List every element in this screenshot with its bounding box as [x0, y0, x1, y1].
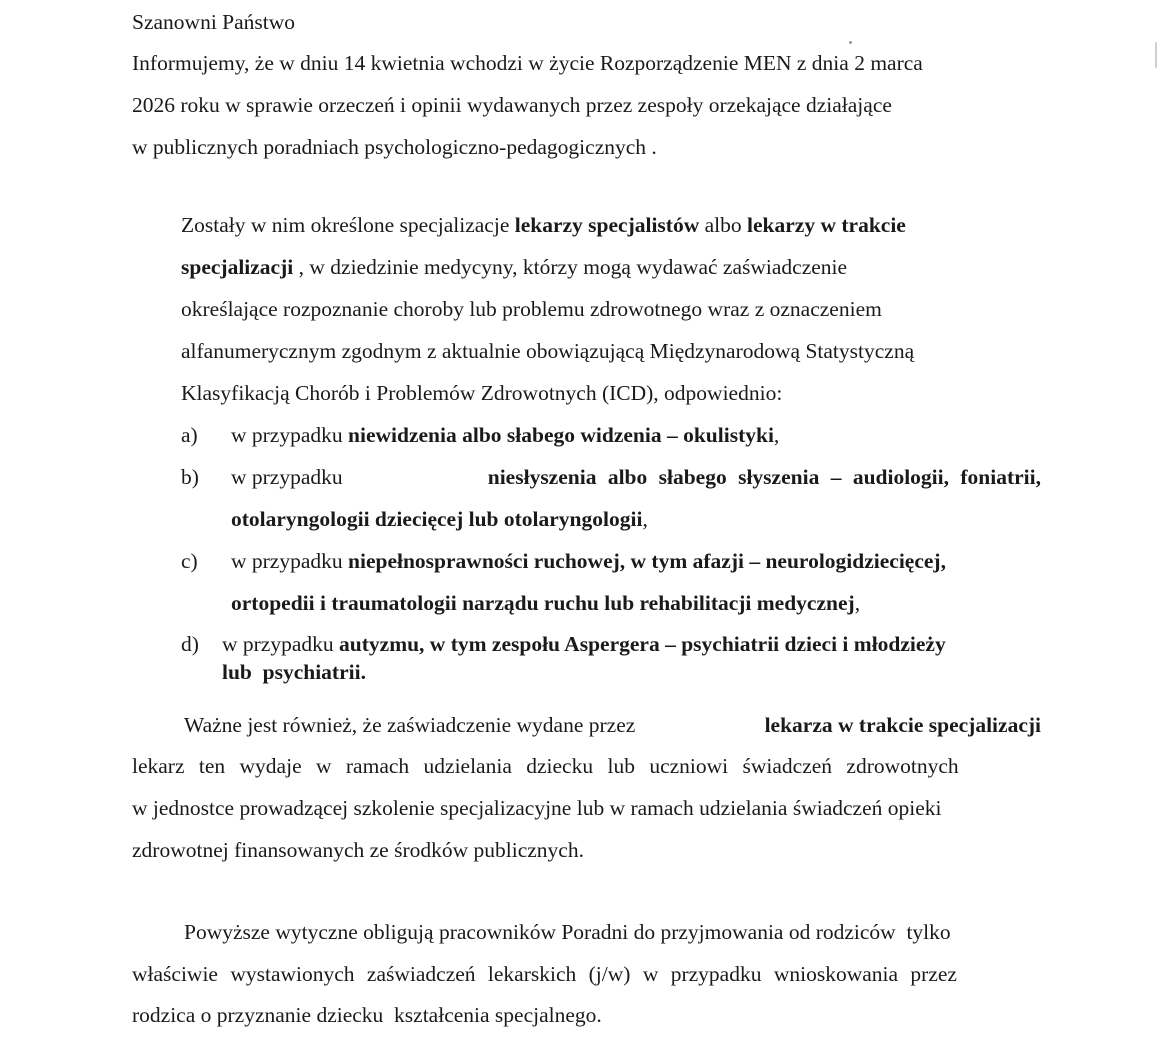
section3-line-3: rodzica o przyznanie dziecku kształcenia specjalnego. [132, 1003, 602, 1027]
section1-line-5: Klasyfikacją Chorób i Problemów Zdrowotnych (ICD), odpowiednio: [181, 381, 783, 405]
section1-line-3: określające rozpoznanie choroby lub problemu zdrowotnego wraz z oznaczeniem [181, 297, 882, 321]
section3-line-2: właściwie wystawionych zaświadczeń lekarskich (j/w) w przypadku wnioskowania przez [132, 962, 957, 986]
list-marker-c: c) [181, 549, 198, 573]
intro-line-2: 2026 roku w sprawie orzeczeń i opinii wydawanych przez zespoły orzekające działające [132, 93, 892, 117]
list-item-c-line-1: w przypadku niepełnosprawności ruchowej, w tym afazji – neurologidziecięcej, [231, 549, 946, 573]
list-marker-a: a) [181, 423, 198, 447]
list-item-a: w przypadku niewidzenia albo słabego widzenia – okulistyki, [231, 423, 780, 447]
section2-line-4: zdrowotnej finansowanych ze środków publicznych. [132, 838, 584, 862]
section3-line-1: Powyższe wytyczne obligują pracowników Poradni do przyjmowania od rodziców tylko [184, 920, 951, 944]
section2-line-3: w jednostce prowadzącej szkolenie specjalizacyjne lub w ramach udzielania świadczeń opieki [132, 796, 942, 820]
list-item-d-line-1: w przypadku autyzmu, w tym zespołu Aspergera – psychiatrii dzieci i młodzieży [222, 632, 946, 656]
greeting: Szanowni Państwo [132, 10, 296, 34]
list-item-b-line-2: otolaryngologii dziecięcej lub otolaryngologii, [231, 507, 648, 531]
intro-line-1: Informujemy, że w dniu 14 kwietnia wchodzi w życie Rozporządzenie MEN z dnia 2 marca [132, 51, 923, 75]
list-item-c-line-2: ortopedii i traumatologii narządu ruchu lub rehabilitacji medycznej, [231, 591, 861, 615]
scan-edge-mark [1155, 42, 1157, 68]
list-item-d-line-2: lub psychiatrii. [222, 660, 366, 684]
section2-line-1: Ważne jest również, że zaświadczenie wydane przez lekarza w trakcie specjalizacji [184, 713, 1041, 737]
intro-line-3: w publicznych poradniach psychologiczno-pedagogicznych . [132, 135, 657, 159]
section1-line-1: Zostały w nim określone specjalizacje lekarzy specjalistów albo lekarzy w trakcie [181, 213, 906, 237]
section1-line-4: alfanumerycznym zgodnym z aktualnie obowiązującą Międzynarodową Statystyczną [181, 339, 915, 363]
section2-line-2: lekarz ten wydaje w ramach udzielania dziecku lub uczniowi świadczeń zdrowotnych [132, 754, 959, 778]
list-item-b-line-1: w przypadku niesłyszenia albo słabego słyszenia – audiologii, foniatrii, [231, 465, 1041, 489]
list-marker-b: b) [181, 465, 199, 489]
scan-speck [849, 41, 852, 44]
section1-line-2: specjalizacji , w dziedzinie medycyny, którzy mogą wydawać zaświadczenie [181, 255, 848, 279]
list-marker-d: d) [181, 632, 199, 656]
